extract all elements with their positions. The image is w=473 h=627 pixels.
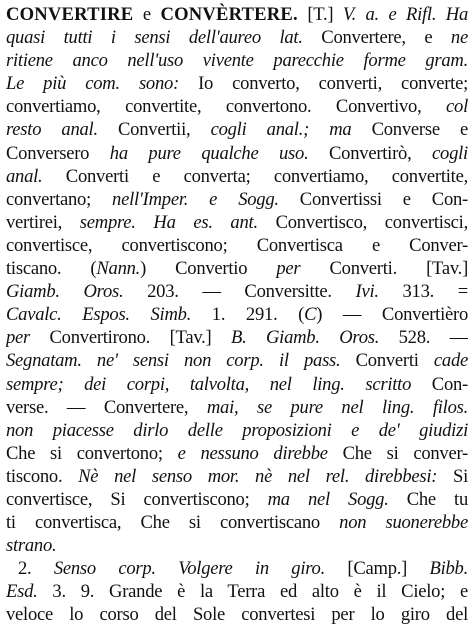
text-run: convertano; — [6, 188, 113, 210]
text-run: Converti — [340, 350, 434, 372]
italic-text: ne — [450, 27, 468, 49]
italic-text: Segnatam. ne' sensi non corp. il pass. — [6, 350, 341, 372]
entry-line — [6, 3, 468, 26]
entry-line — [6, 234, 468, 257]
entry-line — [6, 188, 468, 211]
text-run: Con- — [411, 373, 468, 395]
text-run: e — [133, 4, 161, 25]
italic-text: non suonerebbe — [339, 512, 468, 534]
entry-line — [6, 488, 468, 511]
entry-line — [6, 373, 468, 396]
italic-text: cogli — [432, 142, 468, 164]
italic-text: e nessuno direbbe — [177, 442, 328, 464]
text-run: 203. — Conversitte. — [123, 281, 356, 303]
text-run: 2. — [18, 558, 54, 580]
italic-text: quasi tutti i sensi dell'aureo lat. — [6, 27, 303, 49]
text-run: ) Convertio — [140, 258, 277, 280]
italic-text: Nè nel senso mor. nè nel rel. direbbesi: — [78, 465, 438, 487]
entry-line — [6, 326, 468, 349]
italic-text: Ivi. — [355, 281, 379, 303]
entry-line — [6, 303, 468, 326]
entry-line — [6, 49, 468, 72]
text-run: Converse e — [351, 119, 468, 141]
entry-line — [6, 511, 468, 534]
italic-text: Nann. — [96, 258, 141, 280]
text-run: Convertere, e — [302, 27, 451, 49]
italic-text: ritiene anco nell'uso vivente parecchie forme gram. — [6, 50, 468, 72]
italic-text: Giamb. Oros. — [6, 281, 124, 303]
text-run: ) — Convertièro — [316, 304, 468, 326]
italic-text: non piacesse dirlo delle proposizioni e de' giudizi — [6, 419, 468, 441]
text-run: convertisce, convertiscono; Convertisca e Conver- — [6, 234, 468, 256]
text-run: Si — [437, 465, 468, 487]
text-run: 1. 291. ( — [191, 304, 305, 326]
italic-text: per — [6, 327, 31, 349]
italic-text: cade — [433, 350, 468, 372]
text-run: Che tu — [388, 488, 468, 510]
entry-line — [6, 603, 468, 626]
text-run: [T.] — [297, 4, 343, 25]
italic-text: per — [276, 258, 301, 280]
text-run: veloce lo corso del Sole convertesi per lo giro del — [6, 604, 468, 626]
text-run: 313. = — [378, 281, 468, 303]
entry-line — [6, 95, 468, 118]
text-run: convertiamo, convertite, convertono. Convertivo, — [6, 96, 447, 118]
italic-text: strano. — [6, 535, 57, 557]
italic-text: resto anal. — [6, 119, 98, 141]
italic-text: nell'Imper. e Sogg. — [112, 188, 279, 210]
entry-line — [6, 118, 468, 141]
text-run: Convertisco, convertisci, — [257, 211, 468, 233]
italic-text: col — [446, 96, 468, 118]
text-run: tiscono. — [6, 465, 79, 487]
text-run: Che si conver- — [327, 442, 468, 464]
entry-line — [6, 142, 468, 165]
text-run: ti convertisca, Che si convertiscano — [6, 512, 340, 534]
italic-text: ma nel Sogg. — [267, 488, 389, 510]
italic-text: Bibb. — [429, 558, 468, 580]
entry-line — [6, 465, 468, 488]
entry-line — [6, 442, 468, 465]
entry-line — [6, 396, 468, 419]
text-run: Converti e converta; convertiamo, convertite, — [42, 165, 468, 187]
text-run: Convertirò, — [308, 142, 433, 164]
entry-line — [6, 211, 468, 234]
entry-line — [6, 349, 468, 372]
text-run: Convertirono. [Tav.] — [30, 327, 231, 349]
text-run: Che si convertono; — [6, 442, 178, 464]
entry-line — [6, 534, 468, 557]
italic-text: ha pure qualche uso. — [109, 142, 309, 164]
italic-text: mai, se pure nel ling. filos. — [206, 396, 468, 418]
entry-line — [6, 26, 468, 49]
text-run: [Camp.] — [325, 558, 430, 580]
text-run: Conversero — [6, 142, 110, 164]
italic-text: anal. — [6, 165, 43, 187]
italic-text: Cavalc. Espos. Simb. — [6, 304, 192, 326]
text-run: tiscano. ( — [6, 258, 97, 280]
italic-text: sempre; dei corpi, talvolta, nel ling. scritto — [6, 373, 412, 395]
text-run: Convertii, — [97, 119, 211, 141]
entry-line — [6, 280, 468, 303]
italic-text: Senso corp. Volgere in giro. — [53, 558, 325, 580]
italic-text: Esd. — [6, 581, 38, 603]
text-run: Io converto, converti, converte; — [179, 73, 468, 95]
italic-text: V. a. e Rifl. Ha — [342, 4, 468, 25]
entry-line — [6, 72, 468, 95]
text-run: 528. — — [379, 327, 468, 349]
text-run: vertirei, — [6, 211, 80, 233]
entry-line — [6, 419, 468, 442]
entry-line — [6, 580, 468, 603]
italic-text: cogli anal.; ma — [210, 119, 352, 141]
text-run: verse. — Convertere, — [6, 396, 207, 418]
entry-line — [6, 257, 468, 280]
headword: CONVÈRTERE. — [160, 4, 298, 25]
text-run: convertisce, Si convertiscono; — [6, 488, 268, 510]
italic-text: C — [304, 304, 317, 326]
italic-text: B. Giamb. Oros. — [230, 327, 380, 349]
text-run: Converti. [Tav.] — [300, 258, 468, 280]
headword: CONVERTIRE — [6, 4, 134, 25]
italic-text: Le più com. sono: — [6, 73, 180, 95]
text-run: 3. 9. Grande è la Terra ed alto è il Cielo; e — [37, 581, 468, 603]
italic-text: sempre. Ha es. ant. — [79, 211, 258, 233]
text-run: Convertissi e Con- — [278, 188, 468, 210]
entry-line — [6, 165, 468, 188]
